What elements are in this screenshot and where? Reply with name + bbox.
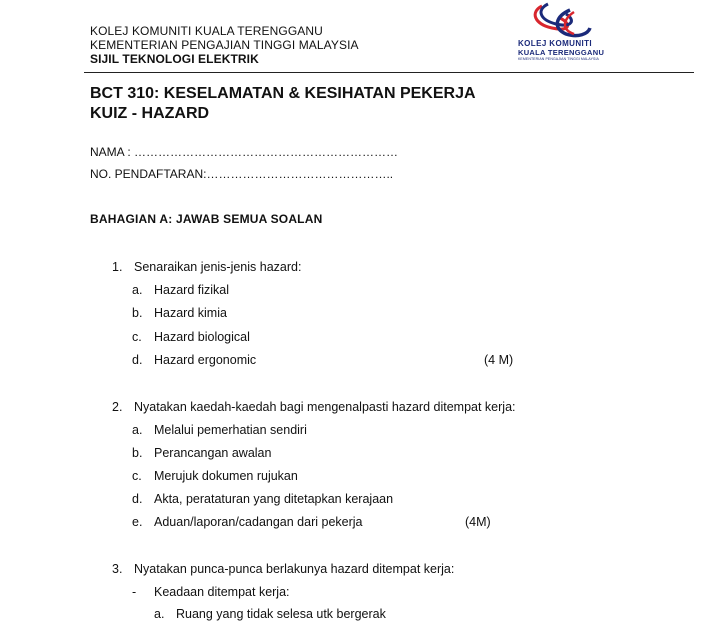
list-item-text: Merujuk dokumen rujukan	[154, 469, 298, 483]
header-college-name: KOLEJ KOMUNITI KUALA TERENGGANU	[90, 24, 323, 38]
question-text: Nyatakan punca-punca berlakunya hazard ditempat kerja:	[134, 562, 455, 576]
question-text: Nyatakan kaedah-kaedah bagi mengenalpasti hazard ditempat kerja:	[134, 400, 516, 414]
question-number: 1.	[112, 260, 123, 274]
list-item-text: Hazard kimia	[154, 306, 227, 320]
registration-number-field: NO. PENDAFTARAN:………………………………………..	[90, 167, 394, 181]
list-item-text: Perancangan awalan	[154, 446, 272, 460]
logo-text-line2: KUALA TERENGGANU	[518, 48, 605, 57]
logo-text-line3: KEMENTERIAN PENGAJIAN TINGGI MALAYSIA	[518, 57, 599, 61]
list-item-label: c.	[132, 469, 142, 483]
list-item-text: Akta, perataturan yang ditetapkan kerajaan	[154, 492, 394, 506]
header-ministry-name: KEMENTERIAN PENGAJIAN TINGGI MALAYSIA	[90, 38, 359, 52]
question-2-marks: (4M)	[465, 515, 491, 529]
header-program-name: SIJIL TEKNOLOGI ELEKTRIK	[90, 52, 259, 66]
list-item-text: Ruang yang tidak selesa utk bergerak	[176, 607, 386, 621]
list-item-label: d.	[132, 492, 143, 506]
list-item-text: Hazard ergonomic	[154, 353, 257, 367]
list-item-text: Hazard biological	[154, 330, 250, 344]
section-heading: BAHAGIAN A: JAWAB SEMUA SOALAN	[90, 212, 323, 226]
question-number: 3.	[112, 562, 123, 576]
list-item-text: Hazard fizikal	[154, 283, 230, 297]
quiz-title: KUIZ - HAZARD	[90, 105, 210, 122]
question-1-marks: (4 M)	[484, 353, 514, 367]
list-item-text: Melalui pemerhatian sendiri	[154, 423, 307, 437]
list-item-label: b.	[132, 306, 143, 320]
list-item-label: d.	[132, 353, 143, 367]
sub-item-text: Keadaan ditempat kerja:	[154, 585, 290, 599]
course-title: BCT 310: KESELAMATAN & KESIHATAN PEKERJA	[90, 85, 476, 102]
list-item-label: b.	[132, 446, 143, 460]
list-item-label: e.	[132, 515, 143, 529]
list-item-label: c.	[132, 330, 142, 344]
list-item-label: a.	[154, 607, 165, 621]
question-text: Senaraikan jenis-jenis hazard:	[134, 260, 302, 274]
sub-item-bullet: -	[132, 585, 137, 599]
document-title	[90, 84, 476, 124]
list-item-label: a.	[132, 283, 143, 297]
header-divider	[84, 72, 694, 73]
name-field: NAMA : …………………………………………………………	[90, 145, 399, 159]
list-item-label: a.	[132, 423, 143, 437]
list-item-text: Aduan/laporan/cadangan dari pekerja	[154, 515, 363, 529]
document-header	[90, 24, 359, 66]
question-number: 2.	[112, 400, 123, 414]
logo-text-line1: KOLEJ KOMUNITI	[518, 39, 593, 48]
